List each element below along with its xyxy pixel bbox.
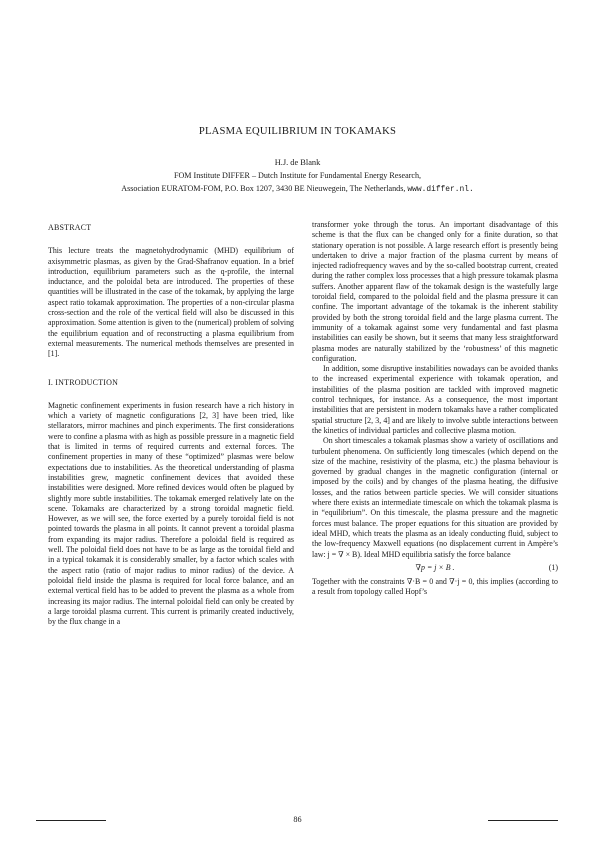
page-number: 86 (293, 815, 302, 824)
introduction-paragraph-1-continued: transformer yoke through the torus. An important disadvantage of this scheme is that the flux can be changed only for a finite duration, so that stationary operation is not possible. A large research effort is presently being undertaken to drive a major fraction of the plasma current by means of injected radiofrequency waves and by the so-called bootstrap current, created during the rather complex loss processes that a high pressure tokamak plasma suffers. Another apparent flaw of the tokamak design is the wastefully large toroidal field, compared to the poloidal field and the plasma pressure it can confine. The important advantage of the tokamak is the inherent stability provided by both the strong toroidal field and the large plasma current. The immunity of a tokamak against some very fundamental and fast plasma instabilities can easily be shown, but it seems that many less straightforward plasma modes are naturally stabilized by the ‘robustness’ of this magnetic configuration. (312, 220, 558, 363)
introduction-paragraph-1: Magnetic confinement experiments in fusion research have a rich history in which a variety of magnetic configurations [2, 3] have been tried, like stellarators, mirror machines and pinch experiments. The first considerations were to confine a plasma with as high as possible pressure in a magnetic field that is limited in terms of required currents and external forces. The confinement properties in many of these “optimized” plasmas were below expectations due to instabilities. As the theoretical understanding of plasma instabilities grew, magnetic confinement devices that avoided these instabilities were designed. More refined devices would often be plagued by slightly more subtle instabilities. The tokamak emerged relatively late on the scene. Tokamaks are characterized by a strong toroidal magnetic field. However, as we will see, the force exerted by a purely toroidal field is not pointed towards the plasma in all points. It cannot prevent a toroidal plasma from expanding its major radius. Therefore a poloidal field is required as well. The poloidal field does not have to be as large as the toroidal field and in a typical tokamak it is considerably smaller, by a factor which scales with the aspect ratio (ratio of major radius to minor radius) of the device. A poloidal field inside the plasma is required for local force balance, and an external vertical field has to be added to prevent the plasma as a whole from increasing its major radius. The internal poloidal field can only be created by a large toroidal plasma current. This current is primarily created inductively, by the flux change in a (48, 400, 294, 627)
affiliation-line-1: FOM Institute DIFFER – Dutch Institute for Fundamental Energy Research, (173, 171, 422, 180)
abstract-text: This lecture treats the magnetohydrodynamic (MHD) equilibrium of axisymmetric plasmas, as given by the Grad-Shafranov equation. In a brief introduction, equilibrium parameters such as the q-profile, the internal inductance, and the poloidal beta are introduced. The properties of these quantities will be illustrated in the case of the tokamak, by applying the large aspect ratio tokamak approximation. The properties of a non-circular plasma cross-section and the role of the vertical field will also be discussed in this approximation. Some attention is given to the (numerical) problem of solving the equilibrium equation and of reconstructing a plasma equilibrium from external measurements. The numerical methods themselves are presented in [1]. (48, 246, 294, 359)
introduction-paragraph-4: Together with the constraints ∇·B = 0 and ∇·j = 0, this implies (according to a result from topology called Hopf’s (312, 576, 558, 597)
introduction-paragraph-2: In addition, some disruptive instabilities nowadays can be avoided thanks to the increased experimental experience with tokamak operation, and instabilities of the plasma position are tackled with improved magnetic control techniques, for instance. As a consequence, the most important instabilities that are persistent in modern tokamaks have a rather complicated spatial structure [2, 3, 4] and are likely to involve subtle interactions between the kinetics of individual particles and collective plasma motion. (312, 364, 558, 435)
paper-title: PLASMA EQUILIBRIUM IN TOKAMAKS (198, 126, 397, 137)
affiliation-address: Association EURATOM-FOM, P.O. Box 1207, 3430 BE Nieuwegein, The Netherlands, (121, 184, 406, 193)
equation-expression: ∇p = j × B . (415, 562, 455, 572)
abstract-heading: ABSTRACT (48, 223, 92, 232)
author-name: H.J. de Blank (274, 158, 321, 167)
footer-rule-right (488, 820, 558, 821)
left-column (48, 223, 294, 627)
affiliation-line-2 (0, 184, 595, 194)
introduction-paragraph-3: On short timescales a tokamak plasmas show a variety of oscillations and turbulent phenomena. On sufficiently long timescales (which depend on the size of the machine, resistivity of the plasma, etc.) the plasma behaviour is governed by gradual changes in the magnetic configuration (internal or imposed by the coils) and by changes of the plasma heating, the diffusive losses, and the ratios between particle species. We will consider situations where there exists an intermediate timescale on which the tokamak plasma is in “equilibrium”. On this timescale, the plasma pressure and the magnetic forces must balance. The proper equations for this situation are provided by ideal MHD, which treats the plasma as an idealy conducting fluid, subject to the low-frequency Maxwell equations (no displacement current in Ampère’s law: j = ∇ × B). Ideal MHD equilibria satisfy the force balance (312, 436, 558, 559)
introduction-heading: I. INTRODUCTION (48, 377, 119, 387)
right-column (312, 220, 558, 597)
equation-force-balance (312, 561, 558, 575)
equation-number: (1) (548, 562, 558, 572)
institute-website-link[interactable]: www.differ.nl. (407, 185, 474, 194)
